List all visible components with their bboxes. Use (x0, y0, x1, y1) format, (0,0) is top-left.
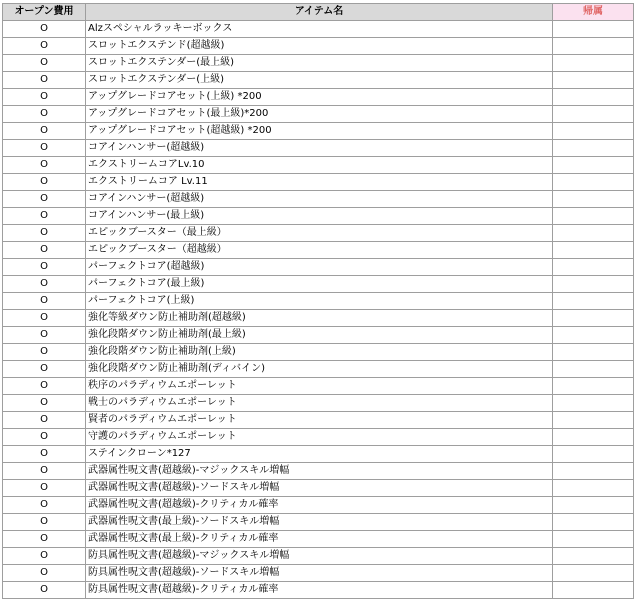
item-name-cell[interactable]: Alzスペシャルラッキーボックス (86, 21, 553, 38)
item-name-cell[interactable]: エクストリームコア Lv.11 (86, 174, 553, 191)
cost-cell[interactable]: O (3, 225, 86, 242)
binding-cell[interactable] (553, 293, 634, 310)
cost-cell[interactable]: O (3, 89, 86, 106)
cost-cell[interactable]: O (3, 378, 86, 395)
table-row (3, 259, 634, 276)
table-row (3, 106, 634, 123)
binding-cell[interactable] (553, 412, 634, 429)
item-name-cell[interactable]: アップグレードコアセット(超越級) *200 (86, 123, 553, 140)
item-name-cell[interactable]: パーフェクトコア(最上級) (86, 276, 553, 293)
table-row (3, 378, 634, 395)
item-name-cell[interactable]: コアインハンサー(超越級) (86, 140, 553, 157)
binding-cell[interactable] (553, 259, 634, 276)
table-row (3, 548, 634, 565)
cost-cell[interactable]: O (3, 582, 86, 599)
cost-cell[interactable]: O (3, 514, 86, 531)
table-row (3, 123, 634, 140)
table-row (3, 55, 634, 72)
cost-cell[interactable]: O (3, 276, 86, 293)
item-name-cell[interactable]: コアインハンサー(最上級) (86, 208, 553, 225)
binding-cell[interactable] (553, 531, 634, 548)
cost-cell[interactable]: O (3, 21, 86, 38)
binding-cell[interactable] (553, 344, 634, 361)
cost-cell[interactable]: O (3, 174, 86, 191)
cost-cell[interactable]: O (3, 310, 86, 327)
binding-cell[interactable] (553, 565, 634, 582)
table-row (3, 242, 634, 259)
item-name-cell[interactable]: スロットエクステンダー(上級) (86, 72, 553, 89)
item-name-cell[interactable]: エピックブースター（超越級） (86, 242, 553, 259)
item-name-cell[interactable]: エピックブースター（最上級） (86, 225, 553, 242)
table-row (3, 21, 634, 38)
table-row (3, 446, 634, 463)
item-name-cell[interactable]: 強化等級ダウン防止補助剤(超越級) (86, 310, 553, 327)
cost-cell[interactable]: O (3, 140, 86, 157)
item-name-cell[interactable]: 武器属性呪文書(超越級)-ソードスキル増幅 (86, 480, 553, 497)
cost-cell[interactable]: O (3, 259, 86, 276)
cost-cell[interactable]: O (3, 429, 86, 446)
binding-cell[interactable] (553, 361, 634, 378)
table-row (3, 208, 634, 225)
table-row (3, 412, 634, 429)
cost-cell[interactable]: O (3, 327, 86, 344)
header-open-cost[interactable]: オープン費用 (3, 4, 86, 21)
item-name-cell[interactable]: コアインハンサー(超越級) (86, 191, 553, 208)
item-name-cell[interactable]: アップグレードコアセット(最上級)*200 (86, 106, 553, 123)
binding-cell[interactable] (553, 446, 634, 463)
item-name-cell[interactable]: 武器属性呪文書(超越級)-クリティカル確率 (86, 497, 553, 514)
item-name-cell[interactable]: 武器属性呪文書(最上級)-クリティカル確率 (86, 531, 553, 548)
item-name-cell[interactable]: 防具属性呪文書(超越級)-ソードスキル増幅 (86, 565, 553, 582)
cost-cell[interactable]: O (3, 123, 86, 140)
table-row (3, 293, 634, 310)
item-name-cell[interactable]: スロットエクステンド(超越級) (86, 38, 553, 55)
cost-cell[interactable]: O (3, 531, 86, 548)
binding-cell[interactable] (553, 174, 634, 191)
table-row (3, 174, 634, 191)
binding-cell[interactable] (553, 327, 634, 344)
binding-cell[interactable] (553, 548, 634, 565)
table-row (3, 582, 634, 599)
binding-cell[interactable] (553, 72, 634, 89)
cost-cell[interactable]: O (3, 446, 86, 463)
binding-cell[interactable] (553, 242, 634, 259)
table-body (3, 21, 634, 599)
header-binding[interactable]: 帰属 (553, 4, 634, 21)
table-row (3, 565, 634, 582)
item-name-cell[interactable]: パーフェクトコア(超越級) (86, 259, 553, 276)
item-name-cell[interactable]: ステインクローン*127 (86, 446, 553, 463)
cost-cell[interactable]: O (3, 242, 86, 259)
binding-cell[interactable] (553, 429, 634, 446)
cost-cell[interactable]: O (3, 38, 86, 55)
binding-cell[interactable] (553, 310, 634, 327)
table-row (3, 89, 634, 106)
item-name-cell[interactable]: 防具属性呪文書(超越級)-クリティカル確率 (86, 582, 553, 599)
table-row (3, 327, 634, 344)
cost-cell[interactable]: O (3, 463, 86, 480)
binding-cell[interactable] (553, 463, 634, 480)
binding-cell[interactable] (553, 157, 634, 174)
cost-cell[interactable]: O (3, 191, 86, 208)
table-row (3, 225, 634, 242)
binding-cell[interactable] (553, 21, 634, 38)
item-name-cell[interactable]: エクストリームコアLv.10 (86, 157, 553, 174)
table-row (3, 480, 634, 497)
cost-cell[interactable]: O (3, 293, 86, 310)
cost-cell[interactable]: O (3, 72, 86, 89)
item-name-cell[interactable]: 秩序のパラディウムエポーレット (86, 378, 553, 395)
item-name-cell[interactable]: 戦士のパラディウムエポーレット (86, 395, 553, 412)
binding-cell[interactable] (553, 276, 634, 293)
binding-cell[interactable] (553, 38, 634, 55)
table-row (3, 310, 634, 327)
table-row (3, 531, 634, 548)
item-name-cell[interactable]: アップグレードコアセット(上級) *200 (86, 89, 553, 106)
cost-cell[interactable]: O (3, 157, 86, 174)
table-row (3, 38, 634, 55)
table-row (3, 361, 634, 378)
table-row (3, 463, 634, 480)
binding-cell[interactable] (553, 378, 634, 395)
binding-cell[interactable] (553, 514, 634, 531)
cost-cell[interactable]: O (3, 344, 86, 361)
item-name-cell[interactable]: 防具属性呪文書(超越級)-マジックスキル増幅 (86, 548, 553, 565)
item-name-cell[interactable]: 強化段階ダウン防止補助剤(上級) (86, 344, 553, 361)
binding-cell[interactable] (553, 123, 634, 140)
table-row (3, 157, 634, 174)
table-row (3, 72, 634, 89)
binding-cell[interactable] (553, 497, 634, 514)
item-name-cell[interactable]: 武器属性呪文書(最上級)-ソードスキル増幅 (86, 514, 553, 531)
binding-cell[interactable] (553, 89, 634, 106)
item-name-cell[interactable]: パーフェクトコア(上級) (86, 293, 553, 310)
binding-cell[interactable] (553, 191, 634, 208)
cost-cell[interactable]: O (3, 208, 86, 225)
binding-cell[interactable] (553, 208, 634, 225)
table-row (3, 429, 634, 446)
table-row (3, 344, 634, 361)
cost-cell[interactable]: O (3, 106, 86, 123)
binding-cell[interactable] (553, 582, 634, 599)
header-item-name[interactable]: アイテム名 (86, 4, 553, 21)
item-name-cell[interactable]: 武器属性呪文書(超越級)-マジックスキル増幅 (86, 463, 553, 480)
cost-cell[interactable]: O (3, 565, 86, 582)
item-name-cell[interactable]: 強化段階ダウン防止補助剤(最上級) (86, 327, 553, 344)
binding-cell[interactable] (553, 395, 634, 412)
binding-cell[interactable] (553, 140, 634, 157)
table-row (3, 276, 634, 293)
binding-cell[interactable] (553, 225, 634, 242)
binding-cell[interactable] (553, 480, 634, 497)
item-name-cell[interactable]: スロットエクステンダー(最上級) (86, 55, 553, 72)
header-row (3, 4, 634, 21)
table-row (3, 140, 634, 157)
binding-cell[interactable] (553, 55, 634, 72)
cost-cell[interactable]: O (3, 497, 86, 514)
item-table (2, 3, 634, 599)
item-name-cell[interactable]: 強化段階ダウン防止補助剤(ディバイン) (86, 361, 553, 378)
table-row (3, 497, 634, 514)
table-row (3, 395, 634, 412)
item-name-cell[interactable]: 守護のパラディウムエポーレット (86, 429, 553, 446)
binding-cell[interactable] (553, 106, 634, 123)
table-row (3, 514, 634, 531)
cost-cell[interactable]: O (3, 548, 86, 565)
table-row (3, 191, 634, 208)
cost-cell[interactable]: O (3, 395, 86, 412)
item-name-cell[interactable]: 賢者のパラディウムエポーレット (86, 412, 553, 429)
cost-cell[interactable]: O (3, 361, 86, 378)
cost-cell[interactable]: O (3, 412, 86, 429)
cost-cell[interactable]: O (3, 55, 86, 72)
cost-cell[interactable]: O (3, 480, 86, 497)
